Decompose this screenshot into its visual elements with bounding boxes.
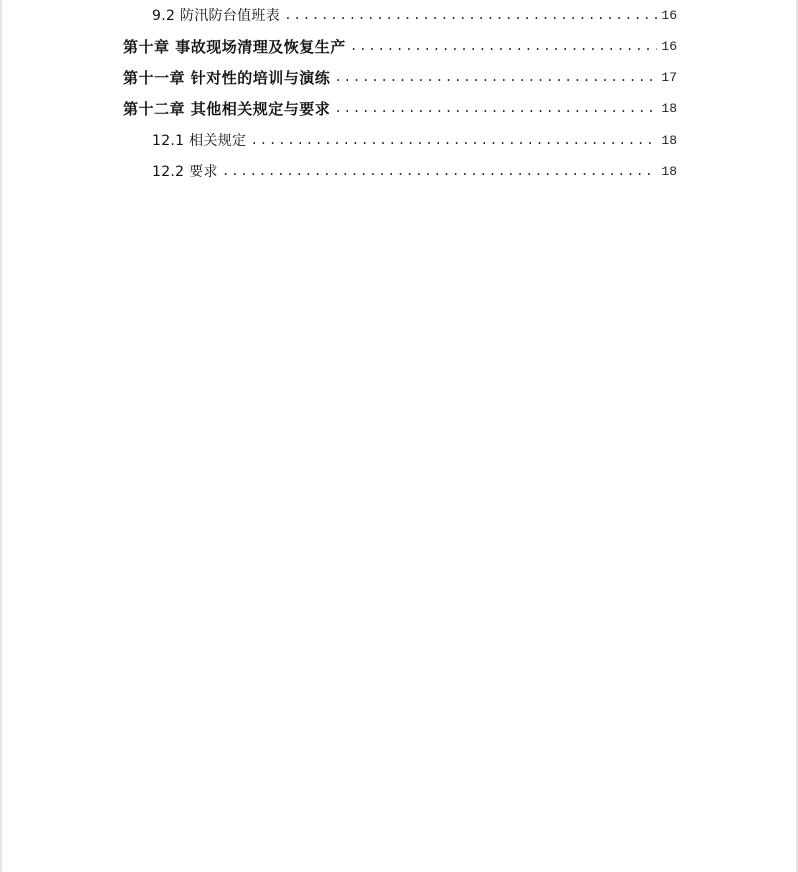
toc-entry-text: 防汛防台值班表 xyxy=(179,8,281,24)
toc-entry-text: 要求 xyxy=(189,164,218,180)
toc-entry-title xyxy=(152,6,280,26)
toc-entry-number: 9.2 xyxy=(152,8,176,24)
toc-entry[interactable] xyxy=(152,127,677,151)
toc-entry[interactable] xyxy=(123,64,677,88)
toc-entry-title: 第十章 事故现场清理及恢复生产 xyxy=(123,38,346,56)
toc-entry-title: 第十一章 针对性的培训与演练 xyxy=(123,69,331,87)
toc-entry[interactable] xyxy=(152,2,677,26)
toc-entry-page: 18 xyxy=(661,101,677,116)
toc-entry-text: 相关规定 xyxy=(189,133,247,149)
toc-leader-dots xyxy=(334,68,657,88)
toc-entry[interactable] xyxy=(123,95,677,119)
toc-entry[interactable] xyxy=(123,33,677,57)
toc-entry-page: 16 xyxy=(661,39,677,54)
toc-entry-page: 18 xyxy=(661,164,677,179)
document-page xyxy=(2,0,796,872)
toc-entry-page: 18 xyxy=(661,133,677,148)
toc-entry-number: 12.2 xyxy=(152,164,185,180)
toc-leader-dots xyxy=(222,162,658,182)
toc-entry-page: 16 xyxy=(661,8,677,23)
toc-entry-title xyxy=(152,131,246,151)
toc-leader-dots xyxy=(284,6,657,26)
toc-leader-dots xyxy=(250,131,657,151)
toc-entry-title xyxy=(152,162,218,182)
toc-leader-dots xyxy=(334,99,657,119)
toc-entry-title: 第十二章 其他相关规定与要求 xyxy=(123,100,331,118)
toc-entry-page: 17 xyxy=(661,70,677,85)
toc-leader-dots xyxy=(350,37,658,57)
toc-entry-number: 12.1 xyxy=(152,133,185,149)
toc-entry[interactable] xyxy=(152,158,677,182)
